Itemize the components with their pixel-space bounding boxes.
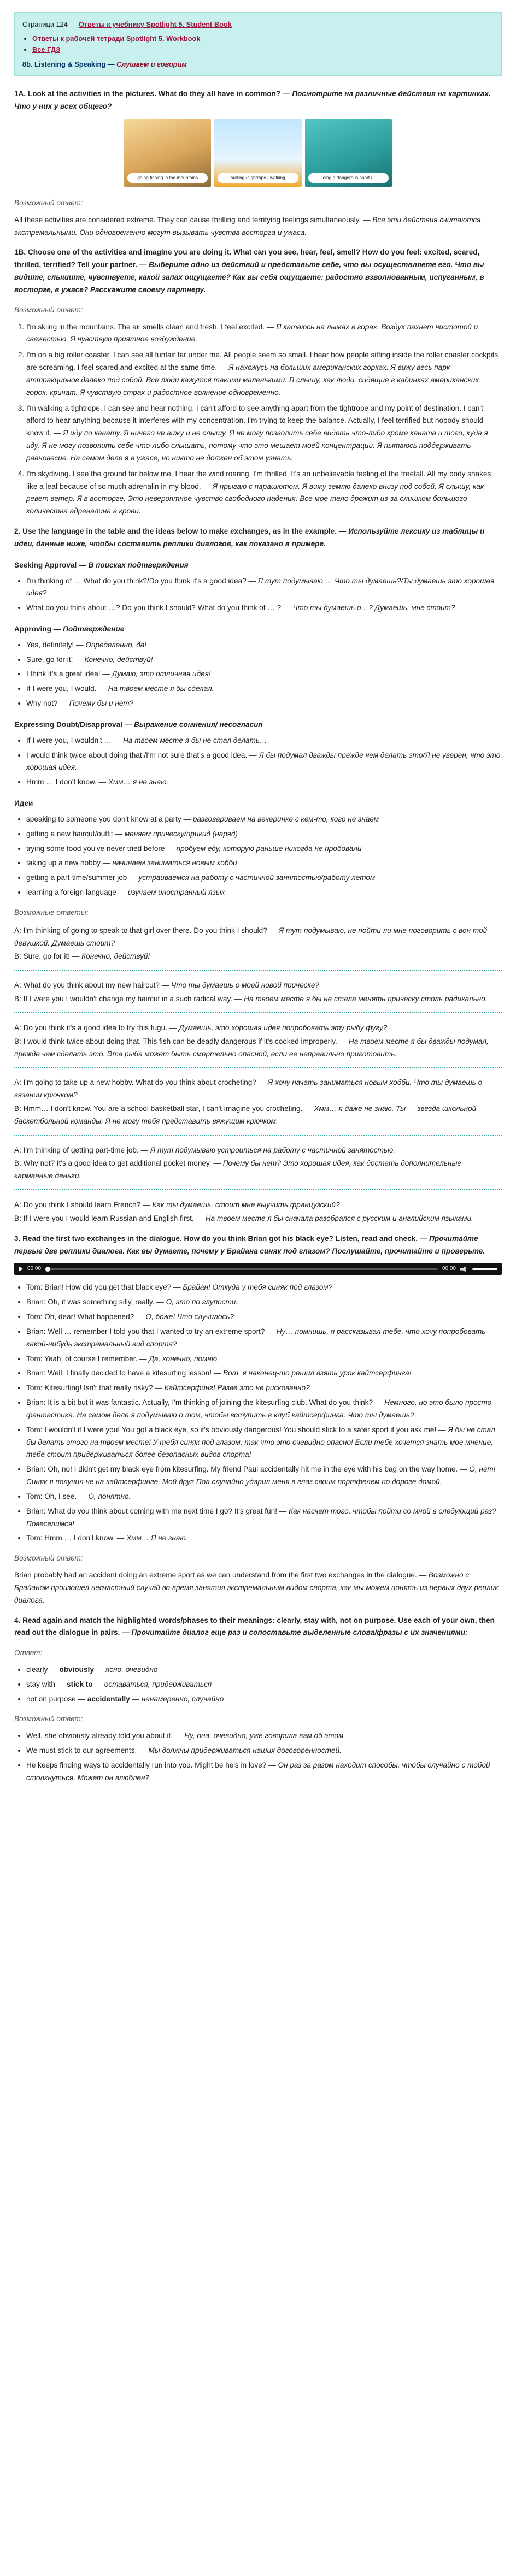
task-3-answer-en: Brian probably had an accident doing an extreme sport as we can understand from the first two exchanges in the dialogue. [14,1571,417,1580]
line-en: A: What do you think about my new haircut? [14,981,160,990]
item-en: If I were you, I wouldn't … [26,736,112,745]
dialog-line [14,1213,502,1225]
header-links [32,33,494,55]
item-en: We must stick to our agreements. [26,1746,137,1755]
dialog-line [14,950,502,963]
item-en: trying some food you've never tried before [26,844,165,853]
task-1b-heading [14,246,502,296]
activity-image-2-caption: surfing / tightrope / walking [218,173,298,183]
dialog-line [14,979,502,992]
line-ru: — Ну… помнишь, я рассказывал тебе, что хочу попробовать какой-нибудь экстремальный вид спорта? [26,1327,486,1348]
list-item [26,683,502,695]
item-ru: — Думаю, это отличная идея! [102,670,211,678]
item-ru: — Я бы подумал дважды прежде чем делать это/Я не уверен, что это хорошая идея. [26,751,501,772]
section-title [22,59,494,70]
line-ru: — Конечно, действуй! [72,952,150,961]
item-ru: — Я катаюсь на лыжах в горах. Воздух пахнет чистотой и свежестью. Я чувствую приятное возбуждение. [26,322,478,344]
dialogue-line [26,1424,502,1461]
divider [14,1189,502,1190]
item-en: I'm on a big roller coaster. I can see all funfair far under me. All people seem so small. I hear how people sitting inside the roller coaster cockpits are screaming. I feel scared and excited at the same time. [26,351,499,372]
line-ru: — Я тут подумываю устроиться на работу с частичной занятостью. [140,1145,395,1154]
match-ru: — ясно, очевидно [93,1665,158,1674]
item-en: If I were you, I would. [26,684,97,693]
item-ru: — Ну, она, очевидно, уже говорила вам об этом [174,1732,344,1740]
example-dialog-3 [14,1022,502,1060]
line-ru: — О, нет! Синяк я получил не на кайтсерфинге. Мой друг Пол случайно ударил меня в глаз своим портфелем по дороге домой. [26,1465,496,1486]
item-en: Well, she obviously already told you about it. [26,1732,173,1740]
group-title-ru: В поисках подтверждения [88,560,189,569]
line-en: B: Hmm… I don't know. You are a school basketball star, I can't imagine you crocheting. [14,1104,303,1113]
line-en: Brian: It is a bit but it was fantastic. Actually, I'm thinking of joining the kitesurfing club. What do you think? [26,1398,373,1407]
task-1a-ru: — Посмотрите на различные действия на картинках. Что у них у всех общего? [14,90,491,111]
line-ru: — Вот, я наконец-то решил взять урок кайтсерфинга! [213,1369,412,1378]
line-en: Brian: Oh, it was something silly, really. [26,1298,155,1307]
header-link-item [32,44,494,55]
line-en: B: If I were you I would learn Russian and English first. [14,1214,194,1222]
item-ru: — Я прыгаю с парашютом. Я вижу землю далеко внизу под собой. Я слышу, как ревет ветер. Я в восторге. Это невероятное чувство свободного падения. Все мое тело дрожит из-за слишком большого количества адреналина в крови. [26,482,484,516]
task-1b-answers [14,321,502,518]
activity-image-3-caption: Doing a dangerous sport / ... [308,173,389,183]
item-en: Why not? [26,699,58,708]
line-en: A: Do you think it's a good idea to try this fugu. [14,1023,167,1032]
play-icon[interactable] [19,1266,23,1272]
line-en: B: Why not? It's a good idea to get additional pocket money. [14,1159,212,1168]
line-en: Brian: Well, I finally decided to have a kitesurfing lesson! [26,1369,212,1378]
item-ru: — разговариваем на вечеринке с кем-то, кого не знаем [183,814,379,823]
activity-image-2 [214,119,301,187]
item-ru: — Я тут подумываю … Что ты думаешь?/Ты думаешь это хорошая идея? [26,576,495,598]
line-ru: — Хмм… я даже не знаю. Ты — звезда школьной баскетбольной команды. Я не могу тебя представить вяжущим крючком. [14,1104,477,1125]
item-en: I would think twice about doing that./I'm not sure that's a good idea. [26,751,248,759]
line-ru: — Как ты думаешь, стоит мне выучить французский? [143,1201,340,1209]
group-approving-title [14,623,502,636]
item-en: getting a new haircut/outfit [26,829,113,838]
match-ru: — ненамеренно, случайно [130,1694,224,1703]
task-3-ru: — Прочитайте первые две реплики диалога. Как вы думаете, почему у Брайана синяк под глазом? Послушайте, прочитайте и проверьте. [14,1234,485,1255]
header-link-item [32,33,494,44]
group-seeking-approval-list [14,575,502,615]
group-doubt-title [14,719,502,731]
task-4-examples [14,1730,502,1784]
item-ru: — Я иду по канату. Я ничего не вижу и не слышу. Я не могу позволить себе видеть что-либо кроме каната и того, куда я иду. Я не могу позволить себе что-либо слышать, потому что это мешает моей концентрации. Я пытаюсь поддерживать равновесие. На самом деле я в ужасе, но никто не должен об этом узнать. [26,429,488,462]
task-1a-answer-ru: — Все эти действия считаются экстремальными. Они одновременно могут вызывать чувства восторга и ужаса. [14,215,481,237]
section-title-en: 8b. Listening & Speaking — [22,60,117,69]
task-1b-en: 1B. Choose one of the activities and imagine you are doing it. What can you see, hear, feel, smell? How do you feel: excited, scared, thrilled, terrified? Tell your partner. [14,248,480,269]
task-3-en: 3. Read the first two exchanges in the dialogue. How do you think Brian got his black eye? Listen, read and check. [14,1234,418,1243]
line-ru: — Кайтсерфинг! Разве это не рискованно? [155,1384,310,1392]
line-ru: — Я хочу начать заниматься новым хобби. Что ты думаешь о вязании крючком? [14,1078,483,1100]
item-en: Sure, go for it! [26,655,73,664]
example-dialog-2 [14,979,502,1006]
line-ru: — На твоем месте я бы дважды подумал, прежде чем сделать это. Эта рыба может быть смертельно опасной, если ее неправильно приготовить. [14,1037,489,1058]
match-ru: — оставаться, придерживаться [92,1680,212,1688]
dialogue-line [26,1326,502,1351]
task-4-ru: — Прочитайте диалог еще раз и сопоставьте выделенные слова/фразы с их значениями: [122,1628,468,1637]
list-item [26,735,502,747]
item-en: I'm thinking of … What do you think?/Do you think it's a good idea? [26,576,247,585]
item-ru: — На твоем месте я бы сделал. [98,684,214,693]
list-item [26,776,502,789]
group-title-ru: Выражение сомнения/ несогласия [134,720,263,729]
task-1a-en: 1A. Look at the activities in the pictures. What do they all have in common? [14,90,281,98]
match-item [26,1679,502,1691]
list-item [26,843,502,855]
line-en: Brian: Well … remember I told you that I wanted to try an extreme sport? [26,1327,265,1336]
item-en: I'm walking a tightrope. I can see and hear nothing. I can't afford to see anything apart from the tightrope and my point of destination. I can't afford to hear anything because it interferes with my concentration. I'm trying to keep the balance. Actually, I feel terrified but nobody should know it. [26,404,484,438]
list-item [26,749,502,775]
line-ru: — Почему бы нет? Это хорошая идея, как достать дополнительные карманные деньги. [14,1159,462,1180]
meaning: clearly — [26,1665,60,1674]
dialog-line [14,1022,502,1035]
item-en: Hmm … I don't know. [26,778,97,787]
task-2-heading [14,525,502,551]
dialog-line [14,1103,502,1128]
audio-time-current: 00:00 [27,1266,42,1272]
meaning: not on purpose — [26,1694,87,1703]
line-en: B: If I were you I wouldn't change my haircut in a such radical way. [14,995,233,1003]
list-item [26,857,502,870]
line-en: A: Do you think I should learn French? [14,1201,141,1209]
dialog-line [14,1036,502,1061]
line-en: A: I'm going to take up a new hobby. What do you think about crocheting? [14,1078,256,1087]
line-en: Brian: What do you think about coming with me next time I go? It's great fun! [26,1506,277,1515]
item-ru: — изучаем иностранный язык [118,888,225,897]
group-approving-list [14,639,502,710]
item-en: He keeps finding ways to accidentally run into you. Might be he's in love? [26,1760,267,1769]
line-ru: — Как насчет того, чтобы пойти со мной в следующий раз? Повеселимся! [26,1506,496,1528]
dialogue-line [26,1382,502,1395]
dialog-line [14,993,502,1006]
highlighted-word: stick to [67,1680,93,1688]
list-item [26,468,502,518]
activity-image-1-caption: going fishing in the mountains [127,173,208,183]
line-en: Tom: Oh, dear! What happened? [26,1313,134,1321]
list-item [26,602,502,615]
ideas-title: Идеи [14,799,33,808]
item-en: I'm skydiving. I see the ground far below me. I hear the wind roaring. I'm thrilled. It's an unbelievable feeling of the freefall. All my body shakes like a leaf because of so much adrenalin in my blood. [26,469,491,491]
list-item [26,321,502,346]
line-ru: — Что ты думаешь о моей новой прическе? [161,981,319,990]
list-item [26,813,502,826]
group-title-en: Seeking Approval — [14,560,89,569]
example-dialog-6 [14,1199,502,1225]
dialog-line [14,1157,502,1183]
activities-image-strip [124,119,392,187]
task-1a-answer-label: Возможный ответ: [14,198,83,207]
item-ru: — меняем прическу/прикид (наряд) [115,829,238,838]
item-en: learning a foreign language [26,888,116,897]
line-ru: — Да, конечно, помню. [139,1354,219,1363]
line-en: Tom: Oh, I see. [26,1492,77,1500]
activity-image-3 [305,119,392,187]
item-ru: — Мы должны придерживаться наших договоренностей. [139,1746,342,1755]
student-book-link[interactable]: Ответы к учебнику Spotlight 5. Student Book [78,20,232,28]
highlighted-word: accidentally [87,1694,130,1703]
group-seeking-approval-title [14,559,502,572]
line-ru: — О, понятно. [78,1492,131,1500]
item-en: I'm skiing in the mountains. The air smells clean and fresh. I feel excited. [26,322,265,331]
item-ru: — Конечно, действуй! [75,655,153,664]
example-dialog-1 [14,925,502,963]
task-4-answer-label: Ответ: [14,1649,43,1657]
match-item [26,1693,502,1706]
line-en: Tom: Brian! How did you get that black eye? [26,1283,172,1292]
meaning: stay with — [26,1680,67,1688]
list-item [26,349,502,399]
line-en: B: I would think twice about doing that. This fish can be deadly dangerous if it's cooked improperly. [14,1037,337,1045]
list-item [26,654,502,666]
item-ru: — Я нахожусь на больших американских горках. Я вижу весь парк аттракционов далеко под собой. Все люди кажутся такими маленькими. Я слышу, как люди, сидящие в кабинках американских горок, кричат. Я чувствую страх и радостное волнение одновременно. [26,363,479,397]
task-2-answers-label: Возможные ответы: [14,908,89,917]
example-dialog-5 [14,1144,502,1183]
section-title-ru: Слушаем и говорим [116,60,187,69]
divider [14,970,502,971]
line-ru: — О, это по глупости. [156,1298,238,1307]
dialogue-line [26,1491,502,1503]
divider [14,1012,502,1013]
item-ru: — устраиваемся на работу с частичной занятостью/работу летом [129,873,376,882]
item-en: What do you think about …? Do you think I should? What do you think of … ? [26,604,282,612]
line-en: Tom: I wouldn't if I were you! You got a black eye, so it's obviously dangerous! You should stick to a safer sport if you ask me! [26,1425,437,1434]
dialogue-line [26,1296,502,1309]
item-en: I think it's a great idea! [26,670,101,678]
task-1b-answer-label: Возможный ответ: [14,305,83,314]
header-nav-box [14,12,502,76]
line-en: Brian: Oh, no! I didn't get my black eye from kitesurfing. My friend Paul accidentally hit me in the eye with his bag on the way home. [26,1465,458,1474]
item-en: speaking to someone you don't know at a party [26,814,181,823]
item-ru: — Он раз за разом находит способы, чтобы случайно с тобой столкнуться. Может он влюблен? [26,1760,490,1782]
page-line [22,19,494,30]
list-item [26,698,502,710]
dialogue-line [26,1367,502,1380]
list-item [26,1759,502,1785]
audio-progress-slider[interactable] [45,1268,438,1270]
line-en: A: I'm thinking of getting part-time job. [14,1145,139,1154]
dialog-line [14,1077,502,1102]
task-3-heading [14,1233,502,1258]
group-title-en: Approving — [14,624,63,633]
volume-icon[interactable] [460,1266,468,1272]
line-ru: — Хмм… Я не знаю. [116,1534,188,1543]
dialogue-line [26,1505,502,1531]
line-ru: — Брайан! Откуда у тебя синяк под глазом? [173,1283,333,1292]
task-4-matches [14,1664,502,1705]
line-en: Tom: Hmm … I don't know. [26,1534,115,1543]
task-3-answer-ru: — Возможно с Брайаном произошел несчастный случай во время занятия экстремальным видом спорта, как мы можем понять из первых двух реплик диалога. [14,1571,499,1604]
line-en: Tom: Kitesurfing! Isn't that really risky? [26,1384,153,1392]
audio-time-total: 00:00 [442,1266,456,1272]
audio-player[interactable] [14,1263,502,1275]
item-ru: — пробуем еду, которую раньше никогда не пробовали [167,844,362,853]
item-ru: — Определенно, да! [75,640,147,649]
all-gdz-link[interactable]: Все ГДЗ [32,45,61,54]
example-dialog-4 [14,1077,502,1127]
dialogue-line [26,1397,502,1422]
task-2-ru: — Используйте лексику из таблицы и идеи, данные ниже, чтобы составить реплики диалогов, как показано в примере. [14,527,485,548]
group-title-ru: Подтверждение [63,624,125,633]
task-1b-ru: — Выберите одно из действий и представьте себе, что вы осуществляете его. Что вы видите, слышите, чувствуете, какой запах ощущаете? Как вы себя ощущаете: радостно взволнованным, испуганным, в восторге, в ужасе? Расскажите своему партнеру. [14,261,484,294]
task-3-dialogue [14,1281,502,1545]
page-prefix: Страница 124 — [22,20,79,28]
dialogue-line [26,1353,502,1366]
task-4-examples-label: Возможный ответ: [14,1715,83,1723]
task-3-answer-label: Возможный ответ: [14,1554,83,1563]
list-item [26,1745,502,1757]
line-ru: — О, боже! Что случилось? [136,1313,234,1321]
list-item [26,828,502,841]
line-en: A: I'm thinking of going to speak to that girl over there. Do you think I should? [14,926,267,935]
task-1a-answer-en: All these activities are considered extreme. They can cause thrilling and terrifying feelings simultaneously. [14,215,361,224]
line-en: Tom: Yeah, of course I remember. [26,1354,138,1363]
item-ru: — начинаем заниматься новым хобби [102,859,237,867]
dialogue-line [26,1463,502,1488]
list-item [26,872,502,884]
highlighted-word: obviously [59,1665,94,1674]
line-ru: — Думаешь, это хорошая идея попробовать эту рыбу фугу? [169,1023,388,1032]
dialog-line [14,1144,502,1157]
task-1a-answer [14,214,502,239]
line-en: B: Sure, go for it! [14,952,70,961]
item-en: taking up a new hobby [26,859,101,867]
workbook-link[interactable]: Ответы к рабочей тетради Spotlight 5. Workbook [32,34,201,43]
list-item [26,887,502,899]
line-ru: — На твоем месте я бы сначала разобрался с русским и английским языками. [196,1214,473,1222]
list-item [26,1730,502,1742]
task-4-heading [14,1615,502,1640]
dialog-line [14,1199,502,1212]
item-ru: — На твоем месте я бы не стал делать… [113,736,267,745]
group-doubt-list [14,735,502,789]
item-en: getting a part-time/summer job [26,873,127,882]
task-1a-heading [14,88,502,113]
item-ru: — Что ты думаешь о…? Думаешь, мне стоит? [283,604,455,612]
list-item [26,575,502,600]
item-en: Yes, definitely! [26,640,74,649]
list-item [26,668,502,681]
task-2-en: 2. Use the language in the table and the ideas below to make exchanges, as in the example. [14,527,337,536]
dialogue-line [26,1532,502,1545]
volume-slider[interactable] [472,1268,497,1270]
divider [14,1135,502,1136]
line-ru: — Я тут подумываю, не пойти ли мне поговорить с вон той девушкой. Думаешь стоит? [14,926,488,947]
dialogue-line [26,1311,502,1324]
item-ru: — Хмм… я не знаю. [98,778,169,787]
line-ru: — На твоем месте я бы не стала менять прическу столь радикально. [234,995,488,1003]
ideas-list [14,813,502,899]
dialogue-line [26,1281,502,1294]
task-4-en: 4. Read again and match the highlighted words/phases to their meanings: clearly, stay with, not on purpose. Use each of your own, then read out the dialogue in pairs. [14,1616,495,1637]
dialog-line [14,925,502,950]
group-title-en: Expressing Doubt/Disapproval — [14,720,134,729]
match-item [26,1664,502,1676]
task-3-answer [14,1569,502,1606]
line-ru: — Немного, но это было просто фантастика. На самом деле я подумываю о том, чтобы вступить в клуб кайтсерфинга. Что ты думаешь? [26,1398,492,1419]
list-item [26,403,502,465]
divider [14,1067,502,1068]
activity-image-1 [124,119,211,187]
item-ru: — Почему бы и нет? [60,699,134,708]
list-item [26,639,502,652]
line-ru: — Я бы не стал бы делать этого на твоем месте! У тебя синяк под глазом, так что это очевидно опасно! Если тебе хочется знать мое мнение, тебе стоит придерживаться более безопасных видов спорта! [26,1425,495,1459]
